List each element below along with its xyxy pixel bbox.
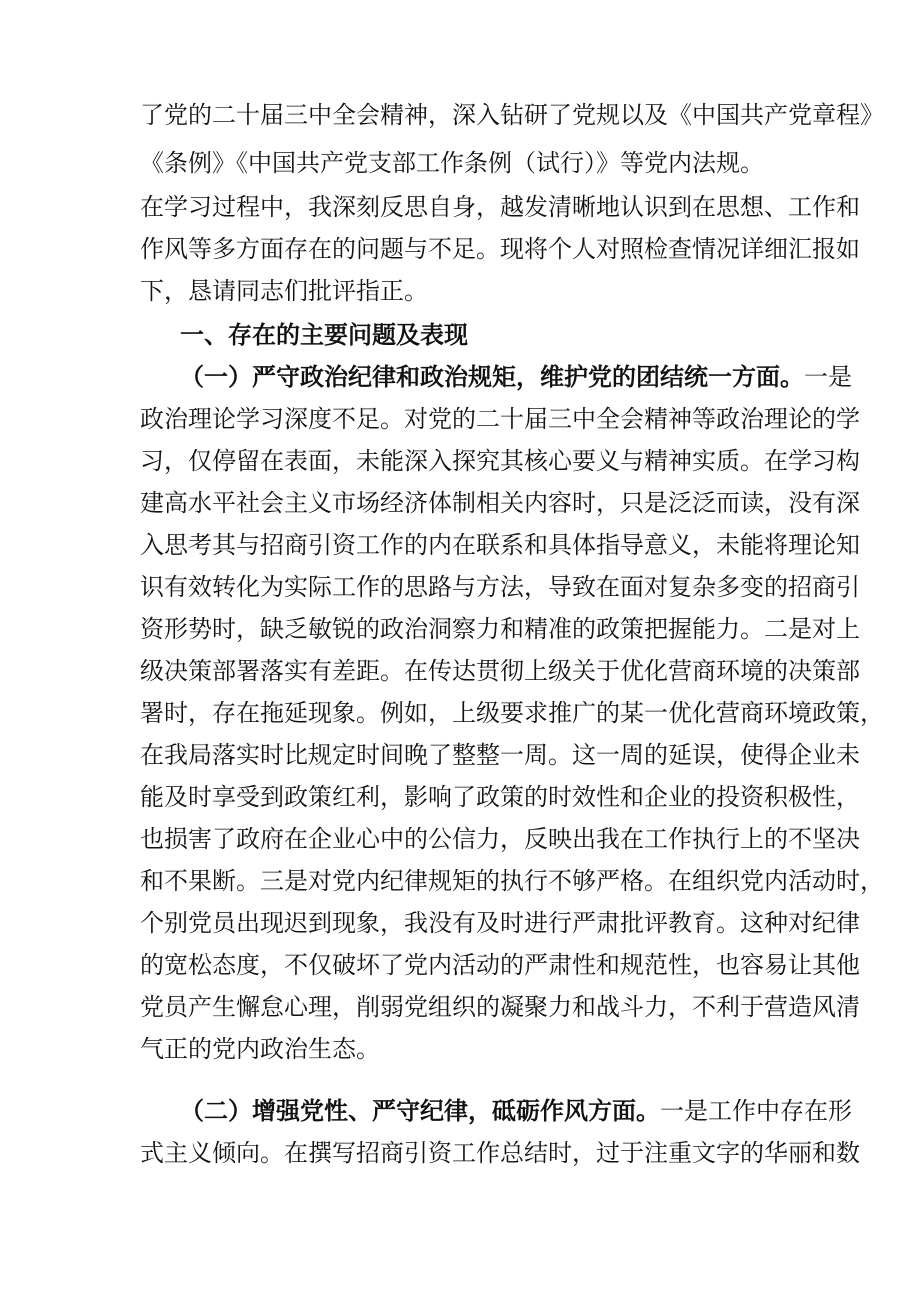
body-text-line: 识有效转化为实际工作的思路与方法，导致在面对复杂多变的招商引 [140,573,860,601]
subsection-lead-2: 一是工作中存在形 [660,1097,852,1125]
body-text-line: 党员产生懈怠心理，削弱党组织的凝聚力和战斗力，不利于营造风清 [140,993,860,1021]
body-text-line: 下，恳请同志们批评指正。 [140,277,428,305]
body-text-line: 个别党员出现迟到现象，我没有及时进行严肃批评教育。这种对纪律 [140,909,860,937]
body-text-line: 建高水平社会主义市场经济体制相关内容时，只是泛泛而读，没有深 [140,489,860,517]
body-text-line: 习，仅停留在表面，未能深入探究其核心要义与精神实质。在学习构 [140,447,860,475]
body-text-line: 和不果断。三是对党内纪律规矩的执行不够严格。在组织党内活动时， [140,867,884,895]
body-text-line: 了党的二十届三中全会精神，深入钻研了党规以及《中国共产党章程》 [140,101,884,129]
body-text-line: 在我局落实时比规定时间晚了整整一周。这一周的延误，使得企业未 [140,741,860,769]
body-text-line: 政治理论学习深度不足。对党的二十届三中全会精神等政治理论的学 [140,405,860,433]
body-text-line: 作风等多方面存在的问题与不足。现将个人对照检查情况详细汇报如 [140,235,860,263]
body-text-line: 式主义倾向。在撰写招商引资工作总结时，过于注重文字的华丽和数 [140,1139,860,1167]
subsection-heading-1 [180,360,852,394]
subsection-heading-2 [180,1094,852,1128]
body-text-line: 气正的党内政治生态。 [140,1035,380,1063]
body-text-line: 入思考其与招商引资工作的内在联系和具体指导意义，未能将理论知 [140,531,860,559]
body-text-line: 《条例》《中国共产党支部工作条例（试行）》等党内法规。 [140,149,764,177]
body-text-line: 能及时享受到政策红利，影响了政策的时效性和企业的投资积极性， [140,783,860,811]
body-text-line: 资形势时，缺乏敏锐的政治洞察力和精准的政策把握能力。二是对上 [140,615,860,643]
body-text-line: 也损害了政府在企业心中的公信力，反映出我在工作执行上的不坚决 [140,825,860,853]
section-heading: 一、存在的主要问题及表现 [180,320,468,349]
body-text-line: 的宽松态度，不仅破坏了党内活动的严肃性和规范性，也容易让其他 [140,951,860,979]
body-text-line: 级决策部署落实有差距。在传达贯彻上级关于优化营商环境的决策部 [140,657,860,685]
body-text-line: 在学习过程中，我深刻反思自身，越发清晰地认识到在思想、工作和 [140,193,860,221]
subsection-title-2: （二）增强党性、严守纪律，砥砺作风方面。 [180,1096,660,1125]
subsection-lead-1: 一是 [804,363,852,391]
body-text-line: 署时，存在拖延现象。例如，上级要求推广的某一优化营商环境政策， [140,699,884,727]
subsection-title-1: （一）严守政治纪律和政治规矩，维护党的团结统一方面。 [180,362,804,391]
